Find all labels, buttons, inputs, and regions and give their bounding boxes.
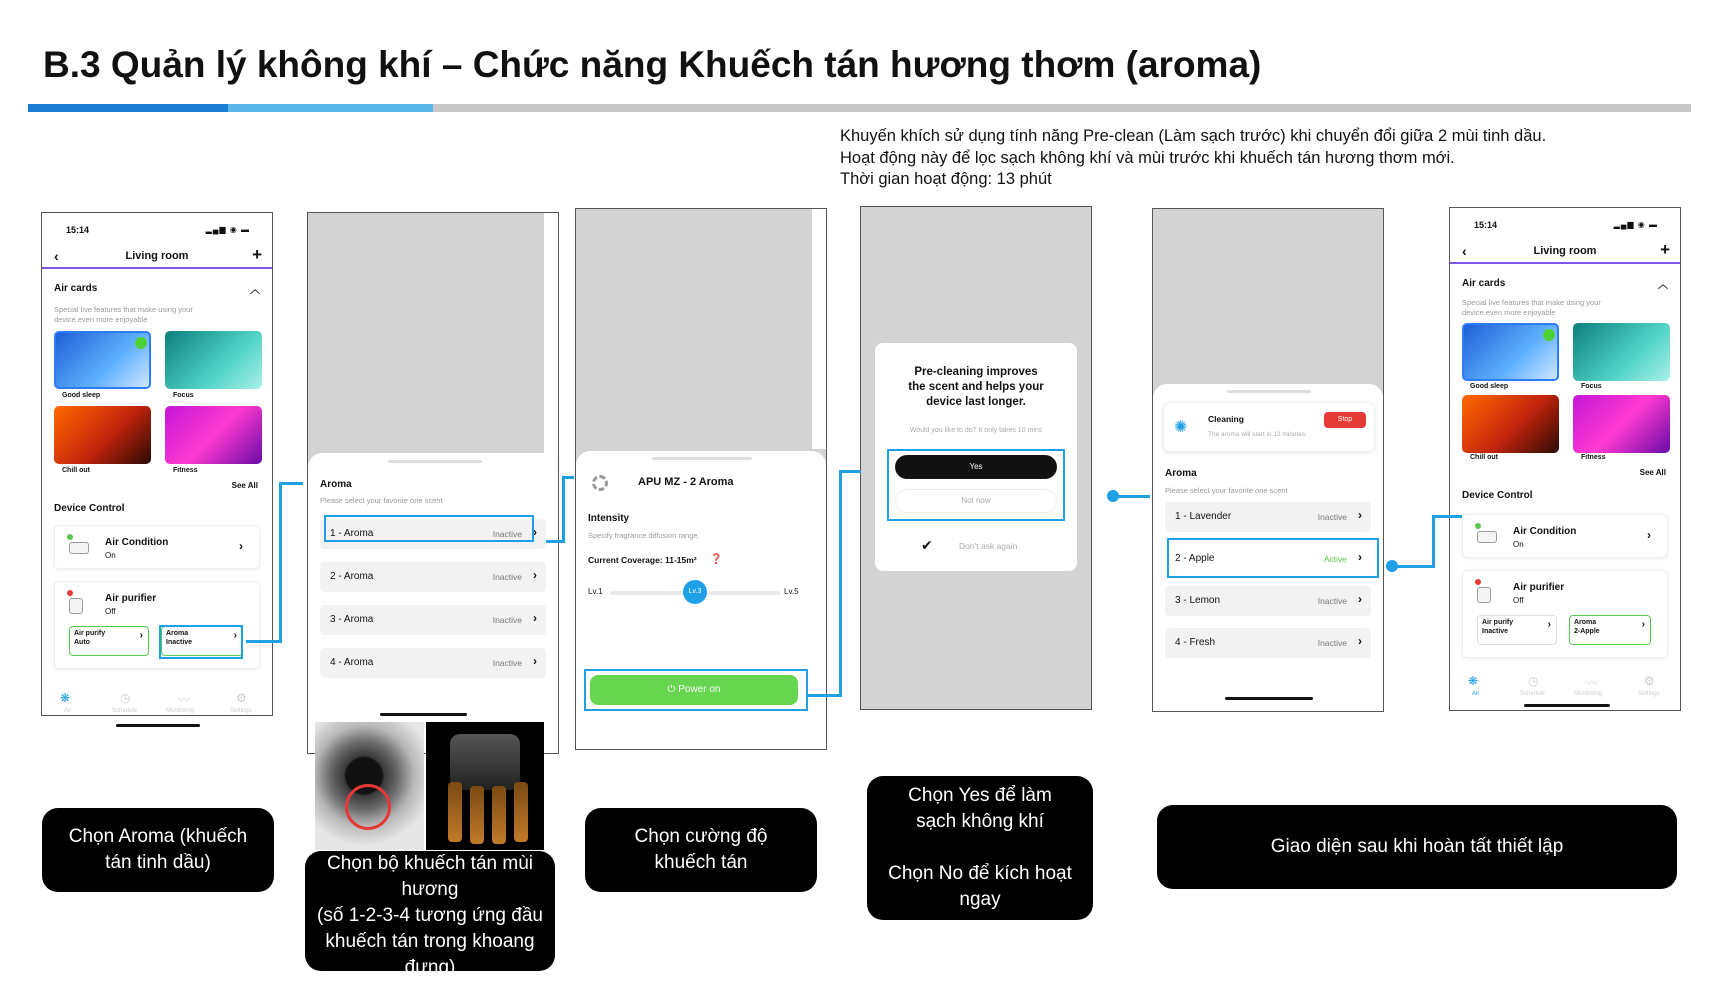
connector-3-h2 xyxy=(839,470,861,473)
air-purify-pill[interactable] xyxy=(1477,615,1557,645)
status-time: 15:14 xyxy=(1474,220,1498,230)
red-circle-marker xyxy=(345,784,391,830)
title-rule-gray xyxy=(433,104,1691,112)
card-label-good-sleep: Good sleep xyxy=(1470,383,1509,390)
row-1-highlight xyxy=(324,515,534,542)
caption-text-2: (số 1-2-3-4 tương ứng đầu khuếch tán trong khoang đựng) xyxy=(317,905,543,978)
screen-aroma-select xyxy=(307,212,559,754)
air-purifier-icon xyxy=(69,598,83,614)
power-highlight xyxy=(584,669,808,711)
power-label: Power on xyxy=(678,684,721,695)
schedule-nav-icon[interactable]: ◷ xyxy=(1528,674,1539,688)
nav-settings: Settings xyxy=(230,708,252,714)
chevron-right-icon: › xyxy=(239,539,243,553)
card-label-fitness: Fitness xyxy=(173,467,198,474)
aroma-heading: Aroma xyxy=(1165,468,1197,479)
connector-5-h2 xyxy=(1432,515,1462,518)
pre-clean-dialog xyxy=(875,343,1077,571)
sheet-handle xyxy=(1227,390,1311,393)
row-status: Inactive xyxy=(1317,596,1347,606)
aroma-row-fresh[interactable] xyxy=(1165,628,1371,658)
chevron-right-icon: › xyxy=(1358,634,1362,648)
cleaning-label: Cleaning xyxy=(1208,414,1244,424)
signal-battery-icon: ▂▄▆ ◉ ▬ xyxy=(1613,220,1658,229)
air-cards-desc-1: Special live features that make using your xyxy=(1462,298,1601,307)
connector-5-v xyxy=(1432,515,1435,568)
home-indicator xyxy=(116,724,200,727)
selected-check-icon xyxy=(135,337,147,349)
device-title: APU MZ - 2 Aroma xyxy=(638,476,734,488)
vial-1 xyxy=(448,782,462,842)
connector-1-h xyxy=(246,640,280,643)
screen-edge xyxy=(812,209,826,449)
sheet-handle xyxy=(652,457,752,460)
status-off-dot xyxy=(67,590,73,596)
chevron-right-icon: › xyxy=(139,630,143,641)
chevron-right-icon: › xyxy=(1647,528,1651,542)
chevron-right-icon: › xyxy=(1358,592,1362,606)
signal-battery-icon: ▂▄▆ ◉ ▬ xyxy=(205,225,250,234)
back-chevron-icon[interactable]: ‹ xyxy=(54,248,59,264)
caption-select-aroma xyxy=(42,808,274,892)
air-nav-icon[interactable]: ❋ xyxy=(1468,674,1479,688)
status-on-dot xyxy=(67,534,73,540)
chevron-right-icon: › xyxy=(533,654,537,668)
settings-nav-icon[interactable]: ⚙ xyxy=(1644,674,1655,688)
row-name: 4 - Aroma xyxy=(330,657,374,668)
screen-living-room-final xyxy=(1449,207,1681,711)
device-control-heading: Device Control xyxy=(1462,490,1533,501)
card-fitness[interactable] xyxy=(165,406,262,464)
caption-text: Chọn Aroma (khuếch tán tinh dầu) xyxy=(68,826,248,873)
title-rule-dark xyxy=(28,104,228,112)
chevron-right-icon: › xyxy=(233,630,237,641)
title-rule-light xyxy=(228,104,433,112)
intensity-heading: Intensity xyxy=(588,513,630,524)
caption-select-intensity xyxy=(585,808,817,892)
pill-label: Aroma xyxy=(1574,619,1597,626)
device-name: Air purifier xyxy=(1513,582,1565,593)
aroma-row-lavender[interactable] xyxy=(1165,502,1371,532)
dialog-question: Would you like to do? It only takes 10 mins xyxy=(909,427,1043,434)
caption-text-2: Chọn No để kích hoạt ngay xyxy=(888,863,1072,910)
pill-value: Inactive xyxy=(166,639,193,646)
row-name: 4 - Fresh xyxy=(1175,637,1216,648)
device-status: On xyxy=(105,551,116,560)
row-status: Inactive xyxy=(492,572,522,582)
device-air-condition[interactable] xyxy=(54,525,260,569)
diffuser-cap-photo xyxy=(315,722,424,850)
nav-monitoring: Monitoring xyxy=(166,708,195,714)
pre-clean-note xyxy=(840,126,1546,191)
nav-schedule: Schedule xyxy=(112,708,138,714)
screen-edge xyxy=(544,213,558,463)
air-cards-heading: Air cards xyxy=(54,283,98,294)
chevron-right-icon: › xyxy=(533,568,537,582)
screen-pre-clean xyxy=(860,206,1092,710)
dialog-heading-2: the scent and helps your xyxy=(908,381,1044,393)
room-title: Living room xyxy=(1533,245,1597,257)
chevron-right-icon: › xyxy=(1547,619,1551,630)
chevron-right-icon: › xyxy=(1358,550,1362,564)
home-indicator xyxy=(1225,697,1313,700)
row-name: 2 - Aroma xyxy=(330,571,374,582)
cleaning-card xyxy=(1163,402,1375,452)
add-plus-icon[interactable]: + xyxy=(1660,240,1670,259)
caption-text: Giao diện sau khi hoàn tất thiết lập xyxy=(1270,836,1564,857)
device-name: Air purifier xyxy=(105,593,157,604)
connector-3-h xyxy=(807,694,841,697)
row-status: Inactive xyxy=(1317,638,1347,648)
card-label-chill-out: Chill out xyxy=(1470,454,1498,461)
card-fitness[interactable] xyxy=(1573,395,1670,453)
pill-value: Inactive xyxy=(1482,628,1509,635)
aroma-highlight xyxy=(159,625,243,659)
aroma-row-2[interactable] xyxy=(320,562,546,592)
stop-button[interactable]: Stop xyxy=(1324,412,1366,428)
chevron-right-icon: › xyxy=(1641,619,1645,630)
device-status: On xyxy=(1513,540,1524,549)
chevron-right-icon: › xyxy=(533,611,537,625)
connector-3-v xyxy=(839,470,842,697)
connector-5-dot xyxy=(1386,560,1398,572)
row-status: Inactive xyxy=(492,615,522,625)
air-nav-icon[interactable]: ❋ xyxy=(60,691,71,705)
fan-icon: ✺ xyxy=(1174,419,1188,436)
pill-label: Air purify xyxy=(1482,619,1514,626)
row-status-active: Active xyxy=(1323,554,1347,564)
see-all-link[interactable]: See All xyxy=(231,481,258,490)
card-focus[interactable] xyxy=(165,331,262,389)
see-all-link[interactable]: See All xyxy=(1639,468,1666,477)
row-name: 1 - Aroma xyxy=(330,528,374,539)
check-icon[interactable]: ✔ xyxy=(921,537,933,553)
not-now-button[interactable]: Not now xyxy=(895,489,1057,513)
card-label-chill-out: Chill out xyxy=(62,467,90,474)
air-cards-desc-2: device even more enjoyable xyxy=(54,315,148,324)
device-air-purifier[interactable] xyxy=(1462,570,1668,658)
dialog-heading-3: device last longer. xyxy=(926,396,1026,408)
status-time: 15:14 xyxy=(66,225,90,235)
air-conditioner-icon xyxy=(69,542,89,554)
add-plus-icon[interactable]: + xyxy=(252,245,262,264)
connector-1-h2 xyxy=(279,482,303,485)
intensity-sheet xyxy=(576,451,826,749)
caption-select-diffuser xyxy=(305,851,555,978)
air-cards-desc-1: Special live features that make using your xyxy=(54,305,193,314)
apple-highlight xyxy=(1167,538,1379,578)
device-status: Off xyxy=(1513,596,1524,605)
yes-button[interactable]: Yes xyxy=(895,455,1057,479)
air-purify-pill[interactable] xyxy=(69,626,149,656)
card-focus[interactable] xyxy=(1573,323,1670,381)
aroma-row-3[interactable] xyxy=(320,605,546,635)
home-indicator xyxy=(380,713,467,716)
device-name: Air Condition xyxy=(1513,526,1577,537)
note-line-1: Khuyến khích sử dụng tính năng Pre-clean (Làm sạch trước) khi chuyển đổi giữa 2 mùi tinh dầu. xyxy=(840,127,1547,145)
collapse-chevron-icon[interactable]: ︿ xyxy=(1658,280,1668,291)
device-air-condition[interactable] xyxy=(1462,514,1668,558)
monitoring-nav-icon[interactable]: 〰 xyxy=(1586,676,1599,690)
status-on-dot xyxy=(1475,523,1481,529)
aroma-sub: Please select your favorite one scent xyxy=(1165,486,1288,495)
nav-settings: Settings xyxy=(1638,691,1660,697)
connector-4-dot xyxy=(1107,490,1119,502)
cleaning-sheet xyxy=(1153,384,1383,711)
card-label-fitness: Fitness xyxy=(1581,454,1606,461)
vial-2 xyxy=(470,786,484,844)
slider-min-label: Lv.1 xyxy=(588,587,603,596)
note-line-3: Thời gian hoạt động: 13 phút xyxy=(840,170,1052,188)
status-off-dot xyxy=(1475,579,1481,585)
coverage-text: Current Coverage: 11-15m² xyxy=(588,555,697,565)
card-label-focus: Focus xyxy=(173,392,194,399)
nav-monitoring: Monitoring xyxy=(1574,691,1603,697)
device-status: Off xyxy=(105,607,116,616)
air-cards-desc xyxy=(1462,298,1601,318)
back-chevron-icon[interactable]: ‹ xyxy=(1462,243,1467,259)
gear-icon[interactable] xyxy=(592,475,608,491)
choice-highlight xyxy=(887,449,1065,521)
nav-air: Air xyxy=(64,708,72,714)
header-bar xyxy=(1450,242,1680,264)
caption-final xyxy=(1157,805,1677,889)
screen-cleaning xyxy=(1152,208,1384,712)
row-status: Inactive xyxy=(1317,512,1347,522)
row-name: 3 - Aroma xyxy=(330,614,374,625)
card-chill-out[interactable] xyxy=(54,406,151,464)
nav-schedule: Schedule xyxy=(1520,691,1546,697)
air-conditioner-icon xyxy=(1477,531,1497,543)
dialog-heading-1: Pre-cleaning improves xyxy=(914,366,1038,378)
pill-value: Auto xyxy=(74,639,90,646)
bottom-nav xyxy=(42,691,272,716)
aroma-row-lemon[interactable] xyxy=(1165,586,1371,616)
screen-living-room xyxy=(41,212,273,716)
air-cards-desc-2: device even more enjoyable xyxy=(1462,308,1556,317)
home-indicator xyxy=(1524,704,1610,707)
sheet-handle xyxy=(388,460,482,463)
caption-text: Chọn cường độ khuếch tán xyxy=(634,826,768,873)
connector-2-h2 xyxy=(562,476,574,479)
room-title: Living room xyxy=(125,250,189,262)
slider-max-label: Lv.5 xyxy=(784,587,799,596)
help-icon[interactable]: ❓ xyxy=(710,554,723,565)
row-name: 2 - Apple xyxy=(1175,553,1215,564)
power-icon: ⏻ xyxy=(667,684,679,695)
caption-text-1: Chọn bộ khuếch tán mùi hương xyxy=(327,853,533,900)
intensity-slider-knob[interactable]: Lv.3 xyxy=(683,580,707,604)
aroma-sub: Please select your favorite one scent xyxy=(320,496,443,505)
settings-nav-icon[interactable]: ⚙ xyxy=(236,691,247,705)
bottom-nav xyxy=(1450,674,1680,704)
caption-yes-no xyxy=(867,776,1093,920)
collapse-chevron-icon[interactable]: ︿ xyxy=(250,285,260,296)
connector-2-v xyxy=(562,476,565,543)
connector-1-v xyxy=(279,482,282,643)
air-cards-desc xyxy=(54,305,193,325)
aroma-sheet xyxy=(308,453,558,753)
selected-check-icon xyxy=(1543,329,1555,341)
air-purifier-icon xyxy=(1477,587,1491,603)
pill-value: 2-Apple xyxy=(1574,628,1600,635)
row-status: Inactive xyxy=(492,529,522,539)
row-name: 3 - Lemon xyxy=(1175,595,1221,606)
card-label-focus: Focus xyxy=(1581,383,1602,390)
intensity-desc: Specify fragrance diffusion range. xyxy=(588,531,700,540)
dont-ask-label: Don't ask again xyxy=(959,541,1018,551)
dialog-heading xyxy=(875,365,1077,410)
vial-4 xyxy=(514,782,528,842)
chamber-top xyxy=(450,734,520,790)
card-label-good-sleep: Good sleep xyxy=(62,392,101,399)
note-line-2: Hoạt động này để lọc sạch không khí và mùi trước khi khuếch tán hương thơm mới. xyxy=(840,148,1455,167)
device-control-heading: Device Control xyxy=(54,503,125,514)
chevron-right-icon: › xyxy=(533,525,537,539)
monitoring-nav-icon[interactable]: 〰 xyxy=(178,693,191,707)
pill-label: Air purify xyxy=(74,630,106,637)
air-cards-heading: Air cards xyxy=(1462,278,1506,289)
pill-label: Aroma xyxy=(166,630,189,637)
aroma-heading: Aroma xyxy=(320,479,352,490)
vial-3 xyxy=(492,786,506,844)
device-name: Air Condition xyxy=(105,537,169,548)
aroma-row-4[interactable] xyxy=(320,648,546,678)
header-bar xyxy=(42,247,272,269)
slide-title: B.3 Quản lý không khí – Chức năng Khuếch tán hương thơm (aroma) xyxy=(43,44,1262,85)
cleaning-desc: The aroma will start in 13 minutes. xyxy=(1208,431,1307,438)
schedule-nav-icon[interactable]: ◷ xyxy=(120,691,131,705)
screen-intensity xyxy=(575,208,827,750)
chevron-right-icon: › xyxy=(1358,508,1362,522)
row-status: Inactive xyxy=(492,658,522,668)
card-chill-out[interactable] xyxy=(1462,395,1559,453)
row-name: 1 - Lavender xyxy=(1175,511,1232,522)
nav-air: Air xyxy=(1472,691,1480,697)
aroma-pill[interactable] xyxy=(1569,615,1651,645)
caption-text-1: Chọn Yes để làm sạch không khí xyxy=(908,785,1052,832)
diffuser-chamber-photo xyxy=(426,722,544,850)
